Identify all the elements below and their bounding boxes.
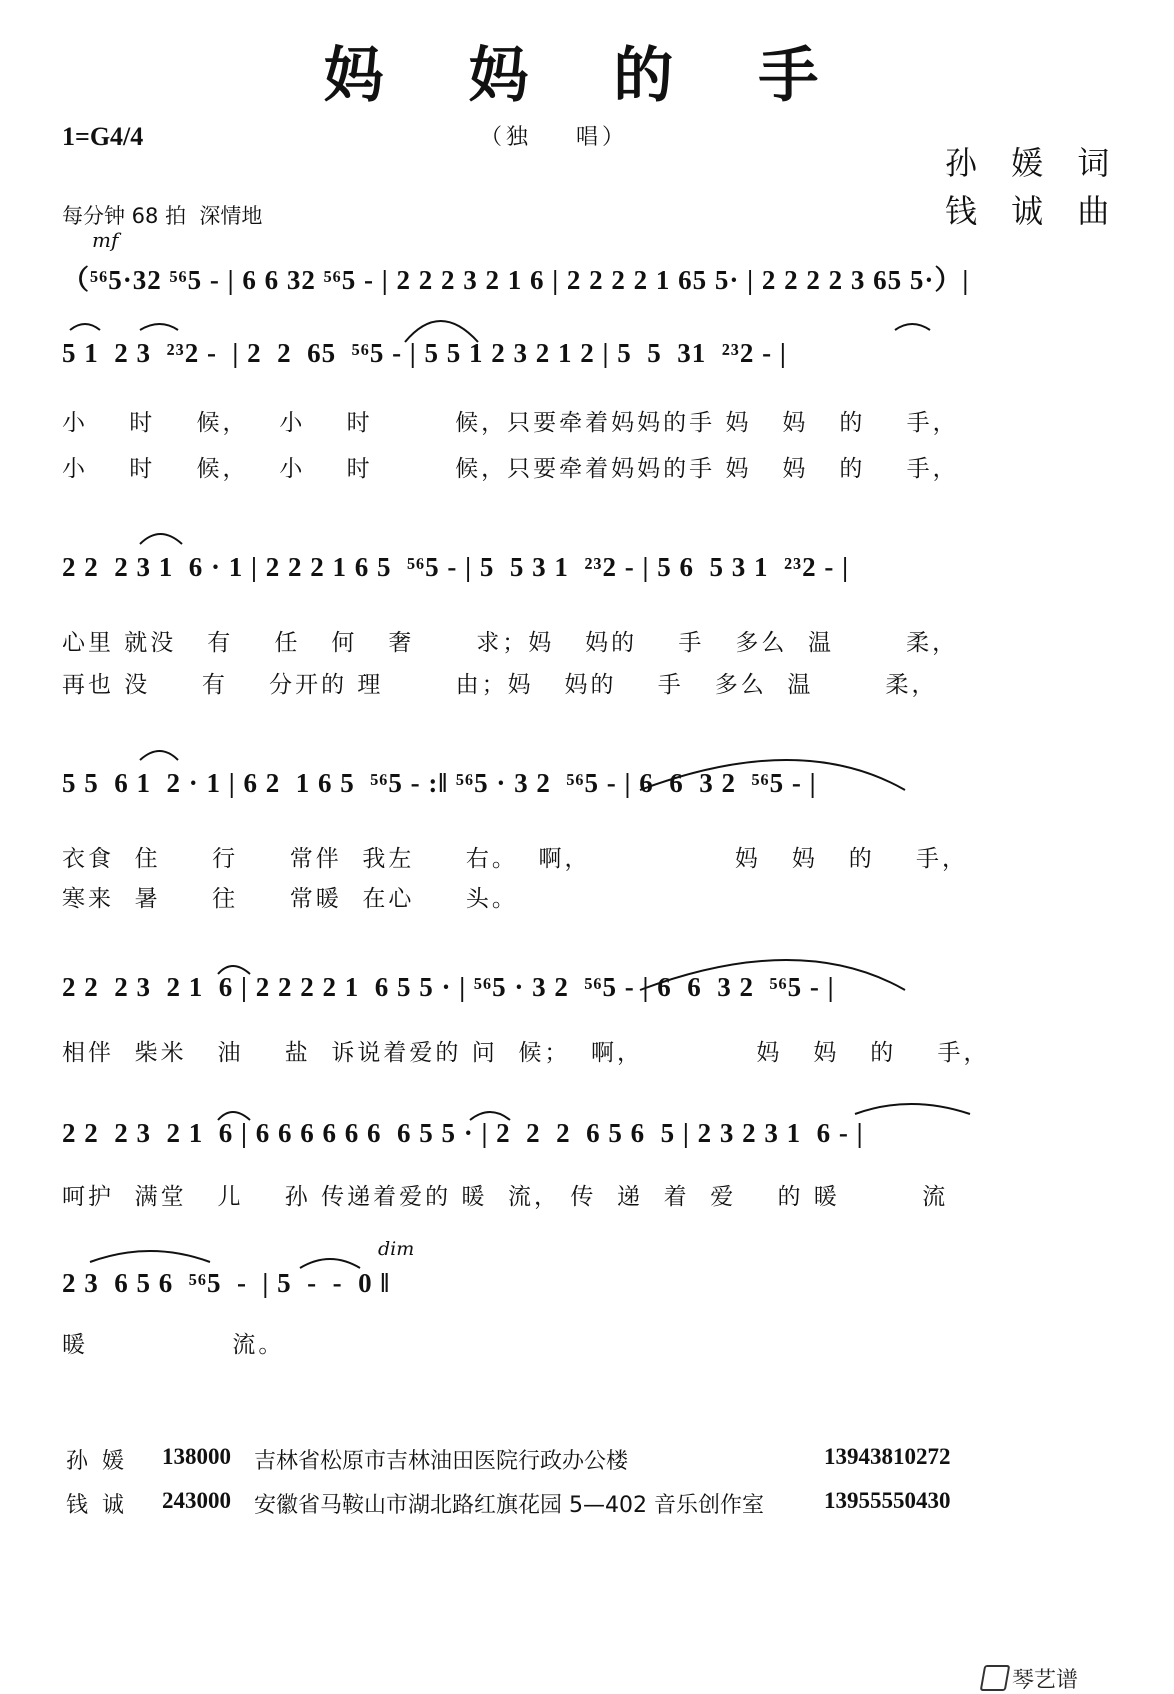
slur	[140, 534, 182, 544]
slur	[140, 751, 178, 760]
lyric-line: 呵护 满堂 儿 孙 传递着爱的 暖 流， 传 递 着 爱 的 暖 流	[62, 1184, 949, 1210]
dynamic-mf: mf	[92, 228, 119, 252]
lyric-line: 暖 流。	[62, 1332, 285, 1358]
contact-name: 钱 诚	[66, 1493, 124, 1518]
lyric-line: 小 时 候， 小 时 候，只要牵着妈妈的手 妈 妈 的 手，	[62, 410, 959, 436]
lyric-line: 寒来 暑 往 常暖 在心 头。	[62, 886, 518, 912]
contact-phone: 13943810272	[824, 1444, 951, 1469]
watermark-logo	[968, 1638, 1078, 1694]
notation-line-intro: （⁵⁶5·32 ⁵⁶5 - | 6 6 32 ⁵⁶5 - | 2 2 2 3 2 1 6 | 2 2 2 2 1 65 5· | 2 2 2 2 3 65 5·）|	[62, 265, 970, 295]
notation-line: 5 5 6 1 2 · 1 | 6 2 1 6 5 ⁵⁶5 - :‖ ⁵⁶5 · 3 2 ⁵⁶5 - | 6 6 3 2 ⁵⁶5 - |	[62, 768, 817, 798]
slur	[895, 324, 930, 330]
lyric-line: 衣食 住 行 常伴 我左 右。 啊， 妈 妈 的 手，	[62, 846, 968, 872]
notation-line-final: 2 3 6 5 6 ⁵⁶5 - | 5 - - 0 ‖	[62, 1268, 391, 1298]
contact-row	[66, 1444, 1066, 1474]
contact-postcode: 138000	[162, 1444, 231, 1469]
composer-credit: 钱 诚 曲	[945, 192, 1122, 230]
tempo-marking: 每分钟 68 拍 深情地	[62, 204, 263, 228]
contact-row	[66, 1488, 1066, 1518]
contact-postcode: 243000	[162, 1488, 231, 1513]
performance-type: （独 唱）	[480, 125, 628, 150]
song-title: 妈 妈 的 手	[323, 41, 851, 111]
contact-address: 安徽省马鞍山市湖北路红旗花园 5—402 音乐创作室	[254, 1493, 764, 1518]
lyricist-credit: 孙 媛 词	[945, 144, 1122, 182]
slur	[90, 1251, 210, 1262]
slur	[855, 1104, 970, 1114]
slur	[300, 1259, 360, 1268]
contact-name: 孙 媛	[66, 1449, 124, 1474]
watermark-text: 琴艺谱	[1012, 1668, 1079, 1693]
logo-icon	[980, 1665, 1011, 1691]
lyric-line: 心里 就没 有 任 何 奢 求；妈 妈的 手 多么 温 柔，	[62, 630, 959, 656]
contact-phone: 13955550430	[824, 1488, 951, 1513]
contact-address: 吉林省松原市吉林油田医院行政办公楼	[254, 1449, 629, 1474]
dynamic-dim: dim	[378, 1238, 415, 1260]
notation-line: 2 2 2 3 2 1 6 | 2 2 2 2 1 6 5 5 · | ⁵⁶5 · 3 2 ⁵⁶5 - | 6 6 3 2 ⁵⁶5 - |	[62, 972, 835, 1002]
slur	[70, 324, 100, 330]
lyric-line: 再也 没 有 分开的 理 由；妈 妈的 手 多么 温 柔，	[62, 672, 938, 698]
key-time-signature: 1=G4/4	[62, 122, 144, 151]
notation-line: 2 2 2 3 1 6 · 1 | 2 2 2 1 6 5 ⁵⁶5 - | 5 5 3 1 ²³2 - | 5 6 5 3 1 ²³2 - |	[62, 552, 850, 582]
notation-line: 2 2 2 3 2 1 6 | 6 6 6 6 6 6 6 5 5 · | 2 2 2 6 5 6 5 | 2 3 2 3 1 6 - |	[62, 1118, 864, 1148]
lyric-line: 相伴 柴米 油 盐 诉说着爱的 问 候； 啊， 妈 妈 的 手，	[62, 1040, 990, 1066]
slur	[140, 324, 178, 330]
notation-line: 5 1 2 3 ²³2 - | 2 2 65 ⁵⁶5 - | 5 5 1 2 3 2 1 2 | 5 5 31 ²³2 - |	[62, 338, 787, 368]
lyric-line: 小 时 候， 小 时 候，只要牵着妈妈的手 妈 妈 的 手，	[62, 456, 959, 482]
